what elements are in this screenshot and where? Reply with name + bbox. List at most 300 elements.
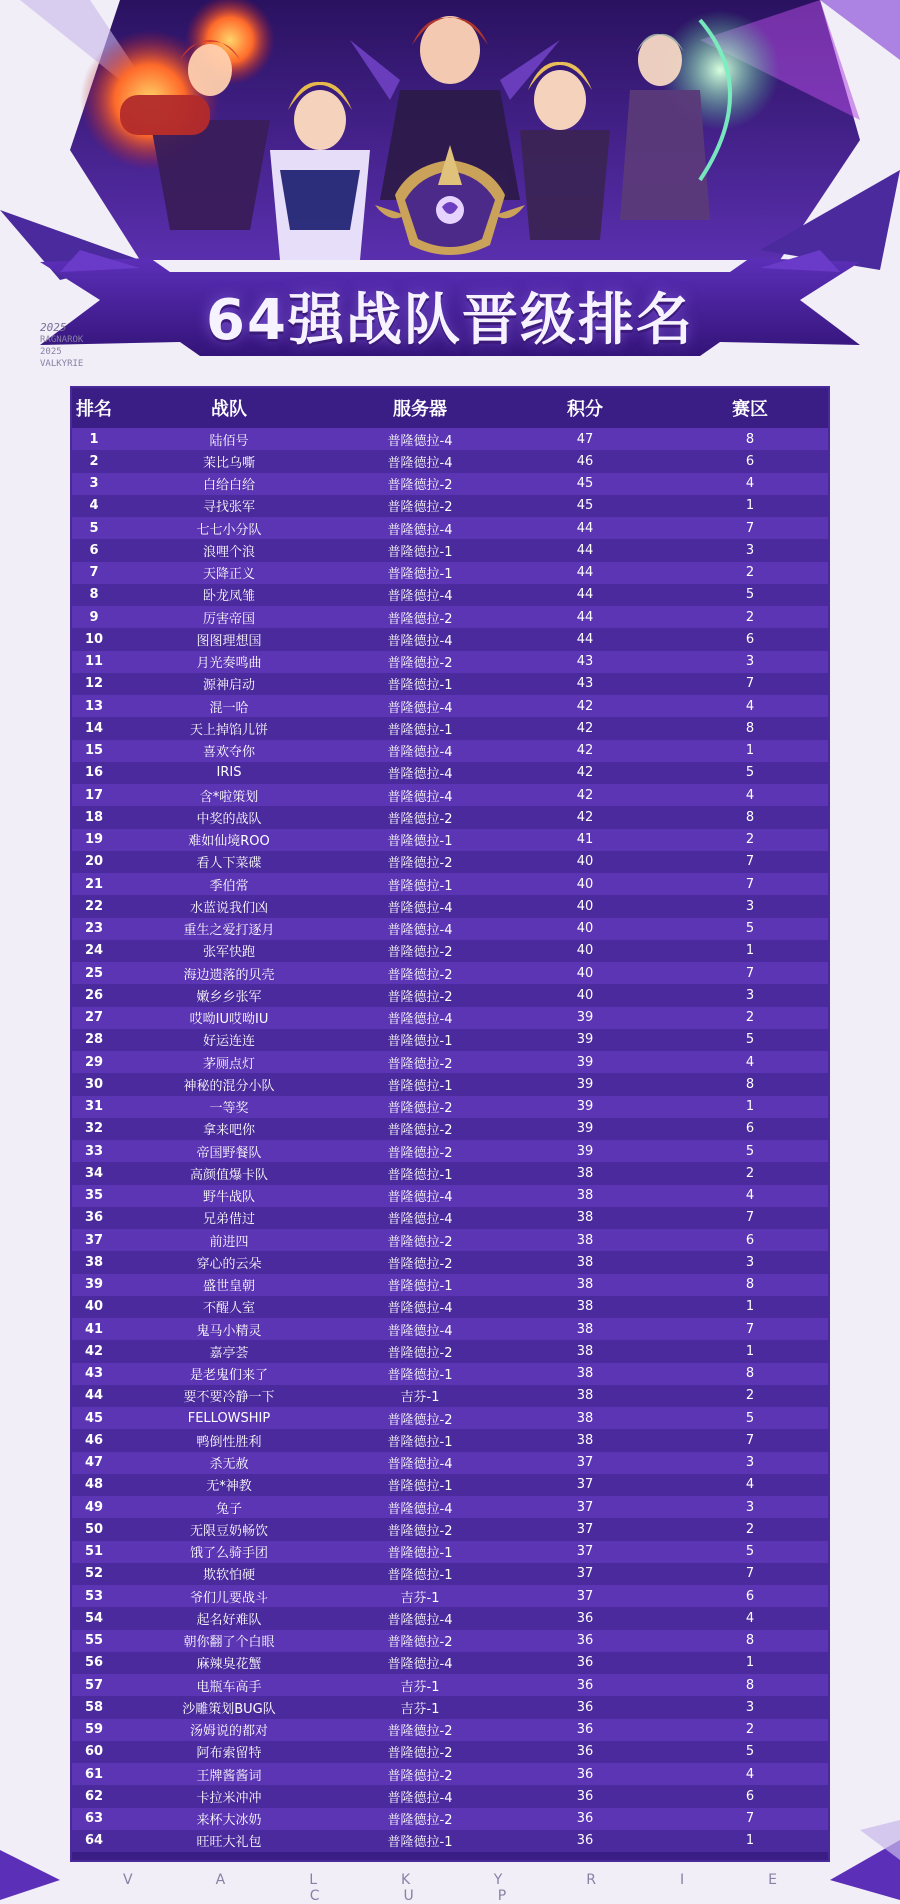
cell-server: 普隆德拉-1	[387, 1034, 453, 1050]
cell-score: 43	[576, 654, 594, 670]
cell-score: 44	[576, 609, 594, 625]
cell-score: 37	[576, 1588, 594, 1604]
cell-team: 不醒人室	[202, 1301, 255, 1317]
cell-score: 44	[576, 587, 594, 603]
cell-team: 帝国野餐队	[196, 1145, 262, 1161]
table-row	[72, 1407, 828, 1429]
cell-zone: 2	[745, 1521, 755, 1537]
cell-server: 普隆德拉-1	[387, 722, 453, 738]
table-row	[72, 1140, 828, 1162]
cell-server: 普隆德拉-4	[387, 1612, 453, 1628]
column-header-zone: 赛区	[732, 399, 768, 420]
cell-server: 普隆德拉-1	[387, 1568, 453, 1584]
cell-zone: 4	[745, 1610, 755, 1626]
cell-score: 37	[576, 1499, 594, 1515]
cell-server: 普隆德拉-4	[387, 789, 453, 805]
cell-team: 海边遗落的贝壳	[183, 967, 275, 983]
cell-server: 普隆德拉-4	[387, 633, 453, 649]
cell-rank: 46	[84, 1432, 104, 1448]
cell-score: 38	[576, 1299, 594, 1315]
cell-rank: 39	[84, 1277, 104, 1293]
cell-rank: 62	[84, 1788, 104, 1804]
cell-server: 普隆德拉-2	[387, 989, 453, 1005]
cell-score: 37	[576, 1477, 594, 1493]
cell-rank: 23	[84, 921, 104, 937]
cell-rank: 40	[84, 1299, 104, 1315]
cell-server: 普隆德拉-1	[387, 1167, 453, 1183]
cell-score: 43	[576, 676, 594, 692]
cell-server: 普隆德拉-2	[387, 611, 453, 627]
cell-server: 普隆德拉-2	[387, 478, 453, 494]
cell-rank: 33	[84, 1143, 104, 1159]
cell-rank: 18	[84, 809, 104, 825]
cell-zone: 2	[745, 832, 755, 848]
cell-score: 38	[576, 1254, 594, 1270]
cell-zone: 2	[745, 609, 755, 625]
table-row	[72, 495, 828, 517]
cell-rank: 2	[89, 453, 99, 469]
cell-team: 高颜值爆卡队	[189, 1167, 268, 1183]
cell-server: 普隆德拉-4	[387, 455, 453, 471]
cell-server: 普隆德拉-4	[387, 1301, 453, 1317]
table-row	[72, 851, 828, 873]
cell-score: 44	[576, 542, 594, 558]
cell-server: 普隆德拉-4	[387, 1012, 453, 1028]
cell-score: 45	[576, 498, 594, 514]
cell-rank: 61	[84, 1766, 104, 1782]
cell-zone: 5	[745, 921, 755, 937]
cell-server: 普隆德拉-4	[387, 522, 453, 538]
table-row	[72, 1207, 828, 1229]
cell-rank: 34	[84, 1165, 104, 1181]
cell-rank: 12	[84, 676, 104, 692]
cell-zone: 3	[745, 898, 755, 914]
cell-server: 普隆德拉-1	[387, 1368, 453, 1384]
cell-score: 40	[576, 965, 594, 981]
cell-zone: 1	[745, 943, 755, 959]
cell-team: FELLOWSHIP	[187, 1410, 271, 1426]
cell-zone: 5	[745, 765, 755, 781]
table-row	[72, 1630, 828, 1652]
cell-rank: 7	[89, 565, 99, 581]
cell-server: 普隆德拉-4	[387, 923, 453, 939]
footer-text: VALKYRIE CUP	[123, 1872, 861, 1904]
stamp-line: 2025	[40, 347, 62, 357]
table-row	[72, 450, 828, 472]
page-title: 64强战队晋级排名	[206, 288, 694, 353]
table-row	[72, 1785, 828, 1807]
table-row	[72, 517, 828, 539]
cell-server: 普隆德拉-2	[387, 500, 453, 516]
table-row	[72, 984, 828, 1006]
cell-server: 普隆德拉-4	[387, 1457, 453, 1473]
cell-zone: 3	[745, 1455, 755, 1471]
table-row	[72, 740, 828, 762]
table-row	[72, 1741, 828, 1763]
cell-rank: 9	[89, 609, 99, 625]
cell-score: 40	[576, 876, 594, 892]
cell-rank: 36	[84, 1210, 104, 1226]
cell-zone: 4	[745, 1188, 755, 1204]
cell-rank: 37	[84, 1232, 104, 1248]
table-row	[72, 673, 828, 695]
cell-zone: 1	[745, 1299, 755, 1315]
cell-rank: 14	[84, 720, 104, 736]
cell-score: 40	[576, 898, 594, 914]
cell-team: 难如仙境ROO	[188, 834, 270, 850]
cell-zone: 4	[745, 787, 755, 803]
table-row	[72, 1696, 828, 1718]
cell-score: 38	[576, 1321, 594, 1337]
cell-rank: 63	[84, 1811, 104, 1827]
cell-zone: 1	[745, 1655, 755, 1671]
cell-zone: 2	[745, 1722, 755, 1738]
cell-score: 38	[576, 1432, 594, 1448]
cell-server: 普隆德拉-4	[387, 900, 453, 916]
cell-server: 普隆德拉-2	[387, 1724, 453, 1740]
table-row	[72, 1563, 828, 1585]
cell-team: 哎呦IU哎呦IU	[189, 1012, 269, 1028]
column-header-score: 积分	[567, 399, 603, 420]
cell-score: 36	[576, 1699, 594, 1715]
cell-team: 前进四	[209, 1234, 249, 1250]
stamp-line: RAGNAROK	[40, 335, 84, 345]
cell-team: 张军快跑	[202, 945, 255, 961]
cell-server: 普隆德拉-1	[387, 1434, 453, 1450]
cell-zone: 8	[745, 1277, 755, 1293]
cell-team: 茅厕点灯	[202, 1056, 255, 1072]
cell-server: 普隆德拉-4	[387, 745, 453, 761]
table-row	[72, 1251, 828, 1273]
cell-server: 普隆德拉-4	[387, 1190, 453, 1206]
cell-score: 40	[576, 987, 594, 1003]
cell-zone: 2	[745, 1165, 755, 1181]
cell-score: 37	[576, 1455, 594, 1471]
cell-team: 穿心的云朵	[196, 1256, 262, 1272]
cell-zone: 6	[745, 1788, 755, 1804]
cell-score: 36	[576, 1766, 594, 1782]
cell-score: 42	[576, 720, 594, 736]
cell-rank: 11	[84, 654, 104, 670]
cell-rank: 22	[84, 898, 104, 914]
cell-zone: 1	[745, 743, 755, 759]
column-header-rank: 排名	[76, 399, 112, 420]
cell-server: 普隆德拉-2	[387, 1523, 453, 1539]
column-header-server: 服务器	[393, 399, 447, 420]
cell-server: 普隆德拉-4	[387, 1212, 453, 1228]
cell-score: 46	[576, 453, 594, 469]
cell-team: 起名好难队	[196, 1612, 262, 1628]
cell-server: 普隆德拉-2	[387, 1123, 453, 1139]
table-row	[72, 1363, 828, 1385]
stamp-line: VALKYRIE	[40, 359, 84, 369]
cell-zone: 7	[745, 876, 755, 892]
cell-rank: 32	[84, 1121, 104, 1137]
cell-rank: 3	[89, 476, 99, 492]
cell-rank: 19	[84, 832, 104, 848]
cell-zone: 7	[745, 1321, 755, 1337]
cell-server: 普隆德拉-2	[387, 1345, 453, 1361]
cell-zone: 4	[745, 476, 755, 492]
cell-team: 盛世皇朝	[202, 1279, 255, 1295]
cell-team: 沙雕策划BUG队	[182, 1701, 276, 1717]
table-row	[72, 1051, 828, 1073]
cell-score: 36	[576, 1788, 594, 1804]
cell-server: 普隆德拉-1	[387, 1546, 453, 1562]
cell-zone: 7	[745, 1210, 755, 1226]
cell-score: 36	[576, 1655, 594, 1671]
table-row	[72, 1274, 828, 1296]
cell-rank: 42	[84, 1343, 104, 1359]
cell-team: 野牛战队	[202, 1190, 255, 1206]
cell-rank: 47	[84, 1455, 104, 1471]
cell-zone: 1	[745, 1099, 755, 1115]
cell-zone: 1	[745, 498, 755, 514]
table-row	[72, 428, 828, 450]
cell-score: 42	[576, 765, 594, 781]
cell-team: 天上掉馅儿饼	[189, 722, 268, 738]
cell-team: 旺旺大礼包	[196, 1835, 262, 1851]
cell-team: 电瓶车高手	[196, 1679, 262, 1695]
cell-score: 38	[576, 1277, 594, 1293]
cell-team: 喜欢夺你	[202, 745, 255, 761]
table-row	[72, 1496, 828, 1518]
cell-team: 饿了么骑手团	[189, 1546, 268, 1562]
cell-team: 来杯大冰奶	[196, 1813, 262, 1829]
cell-score: 36	[576, 1633, 594, 1649]
cell-zone: 3	[745, 542, 755, 558]
cell-zone: 4	[745, 1477, 755, 1493]
cell-server: 普隆德拉-2	[387, 1234, 453, 1250]
cell-score: 38	[576, 1210, 594, 1226]
cell-rank: 6	[89, 542, 99, 558]
cell-rank: 50	[84, 1521, 104, 1537]
cell-team: 拿来吧你	[202, 1123, 255, 1139]
table-row	[72, 562, 828, 584]
cell-score: 38	[576, 1410, 594, 1426]
cell-server: 吉芬-1	[400, 1590, 440, 1606]
cell-team: 天降正义	[202, 567, 255, 583]
cell-rank: 58	[84, 1699, 104, 1715]
cell-score: 47	[576, 431, 594, 447]
cell-score: 40	[576, 854, 594, 870]
table-row	[72, 1385, 828, 1407]
cell-score: 40	[576, 921, 594, 937]
cell-team: 好运连连	[202, 1034, 255, 1050]
table-row	[72, 584, 828, 606]
cell-server: 普隆德拉-1	[387, 567, 453, 583]
cell-zone: 2	[745, 1388, 755, 1404]
cell-zone: 7	[745, 1811, 755, 1827]
cell-server: 普隆德拉-2	[387, 856, 453, 872]
cell-team: 月光奏鸣曲	[196, 656, 262, 672]
cell-team: 水蓝说我们凶	[189, 900, 268, 916]
table-row	[72, 1474, 828, 1496]
cell-rank: 1	[89, 431, 99, 447]
cell-zone: 7	[745, 1566, 755, 1582]
cell-zone: 8	[745, 1677, 755, 1693]
cell-rank: 45	[84, 1410, 104, 1426]
cell-rank: 44	[84, 1388, 104, 1404]
cell-score: 36	[576, 1677, 594, 1693]
cell-score: 39	[576, 1076, 594, 1092]
cell-team: 七七小分队	[196, 522, 262, 538]
cell-zone: 4	[745, 1054, 755, 1070]
cell-server: 普隆德拉-2	[387, 1813, 453, 1829]
cell-server: 吉芬-1	[400, 1679, 440, 1695]
cell-server: 普隆德拉-1	[387, 544, 453, 560]
table-row	[72, 1185, 828, 1207]
cell-team: 厉害帝国	[202, 611, 255, 627]
cell-zone: 5	[745, 587, 755, 603]
table-row	[72, 651, 828, 673]
cell-server: 普隆德拉-2	[387, 1746, 453, 1762]
cell-team: 重生之爱打逐月	[183, 923, 275, 939]
cell-team: 浪哩个浪	[202, 544, 255, 560]
cell-server: 普隆德拉-1	[387, 1835, 453, 1851]
cell-team: 季伯常	[209, 878, 249, 894]
cell-server: 普隆德拉-1	[387, 834, 453, 850]
cell-team: 看人下菜碟	[196, 856, 262, 872]
cell-server: 普隆德拉-1	[387, 678, 453, 694]
cell-server: 普隆德拉-1	[387, 878, 453, 894]
cell-zone: 3	[745, 1254, 755, 1270]
cell-server: 普隆德拉-2	[387, 1412, 453, 1428]
cell-score: 41	[576, 832, 594, 848]
cell-team: 嘉亭荟	[209, 1345, 249, 1361]
table-row	[72, 539, 828, 561]
cell-server: 普隆德拉-4	[387, 433, 453, 449]
cell-server: 普隆德拉-4	[387, 767, 453, 783]
cell-team: 兄弟借过	[202, 1212, 255, 1228]
cell-score: 44	[576, 520, 594, 536]
cell-rank: 43	[84, 1366, 104, 1382]
cell-rank: 4	[89, 498, 99, 514]
cell-server: 普隆德拉-2	[387, 1256, 453, 1272]
cell-team: 混一哈	[209, 700, 249, 716]
table-row	[72, 784, 828, 806]
table-row	[72, 1541, 828, 1563]
cell-zone: 4	[745, 1766, 755, 1782]
table-row	[72, 940, 828, 962]
cell-score: 44	[576, 565, 594, 581]
table-row	[72, 1429, 828, 1451]
cell-zone: 7	[745, 520, 755, 536]
cell-team: 是老鬼们来了	[189, 1368, 268, 1384]
cell-team: 陆佰号	[209, 433, 249, 449]
column-header-team: 战队	[211, 399, 247, 420]
cell-server: 普隆德拉-4	[387, 1501, 453, 1517]
cell-zone: 6	[745, 453, 755, 469]
cell-zone: 7	[745, 1432, 755, 1448]
cell-rank: 55	[84, 1633, 104, 1649]
cell-server: 普隆德拉-1	[387, 1078, 453, 1094]
cell-score: 36	[576, 1833, 594, 1849]
table-row	[72, 1340, 828, 1362]
table-row	[72, 1096, 828, 1118]
cell-rank: 51	[84, 1544, 104, 1560]
cell-team: 含*啦策划	[199, 789, 259, 805]
cell-rank: 5	[89, 520, 99, 536]
cell-zone: 5	[745, 1032, 755, 1048]
cell-score: 36	[576, 1722, 594, 1738]
cell-server: 普隆德拉-4	[387, 1323, 453, 1339]
cell-rank: 31	[84, 1099, 104, 1115]
cell-team: 图图理想国	[196, 633, 262, 649]
cell-team: 源神启动	[202, 678, 255, 694]
table-row	[72, 606, 828, 628]
cell-team: 卧龙凤雏	[202, 589, 255, 605]
cell-team: 要不要冷静一下	[183, 1390, 275, 1406]
cell-zone: 8	[745, 720, 755, 736]
cell-rank: 41	[84, 1321, 104, 1337]
cell-server: 普隆德拉-4	[387, 589, 453, 605]
cell-rank: 57	[84, 1677, 104, 1693]
cell-team: 无*神教	[206, 1479, 252, 1495]
cell-rank: 35	[84, 1188, 104, 1204]
cell-team: 汤姆说的都对	[189, 1724, 268, 1740]
cell-score: 40	[576, 943, 594, 959]
cell-team: 王牌酱酱词	[196, 1768, 262, 1784]
cell-team: 兔子	[215, 1501, 242, 1517]
cell-score: 44	[576, 631, 594, 647]
cell-rank: 29	[84, 1054, 104, 1070]
cell-zone: 6	[745, 1232, 755, 1248]
cell-score: 39	[576, 1054, 594, 1070]
cell-score: 38	[576, 1388, 594, 1404]
cell-zone: 8	[745, 1633, 755, 1649]
cell-server: 普隆德拉-2	[387, 1056, 453, 1072]
cell-rank: 59	[84, 1722, 104, 1738]
cell-score: 38	[576, 1232, 594, 1248]
cell-score: 38	[576, 1343, 594, 1359]
cell-zone: 8	[745, 431, 755, 447]
hero-banner	[0, 0, 900, 370]
cell-rank: 10	[84, 631, 104, 647]
table-row	[72, 1296, 828, 1318]
table-row	[72, 918, 828, 940]
cell-server: 吉芬-1	[400, 1390, 440, 1406]
cell-zone: 8	[745, 1366, 755, 1382]
cell-zone: 6	[745, 1121, 755, 1137]
cell-zone: 1	[745, 1833, 755, 1849]
cell-server: 吉芬-1	[400, 1701, 440, 1717]
cell-rank: 27	[84, 1010, 104, 1026]
stamp-year: 2025	[40, 321, 67, 334]
cell-server: 普隆德拉-1	[387, 1279, 453, 1295]
cell-server: 普隆德拉-4	[387, 700, 453, 716]
cell-team: 嫩乡乡张军	[196, 989, 262, 1005]
cell-score: 39	[576, 1099, 594, 1115]
cell-server: 普隆德拉-4	[387, 1790, 453, 1806]
table-row	[72, 1452, 828, 1474]
table-row	[72, 628, 828, 650]
table-row	[72, 1007, 828, 1029]
table-row	[72, 1719, 828, 1741]
table-row	[72, 1674, 828, 1696]
table-row	[72, 762, 828, 784]
cell-rank: 17	[84, 787, 104, 803]
cell-server: 普隆德拉-2	[387, 1101, 453, 1117]
table-row	[72, 695, 828, 717]
cell-score: 39	[576, 1143, 594, 1159]
cell-team: 寻找张军	[202, 500, 255, 516]
table-row	[72, 962, 828, 984]
cell-rank: 56	[84, 1655, 104, 1671]
cell-zone: 7	[745, 854, 755, 870]
cell-rank: 30	[84, 1076, 104, 1092]
cell-score: 37	[576, 1566, 594, 1582]
